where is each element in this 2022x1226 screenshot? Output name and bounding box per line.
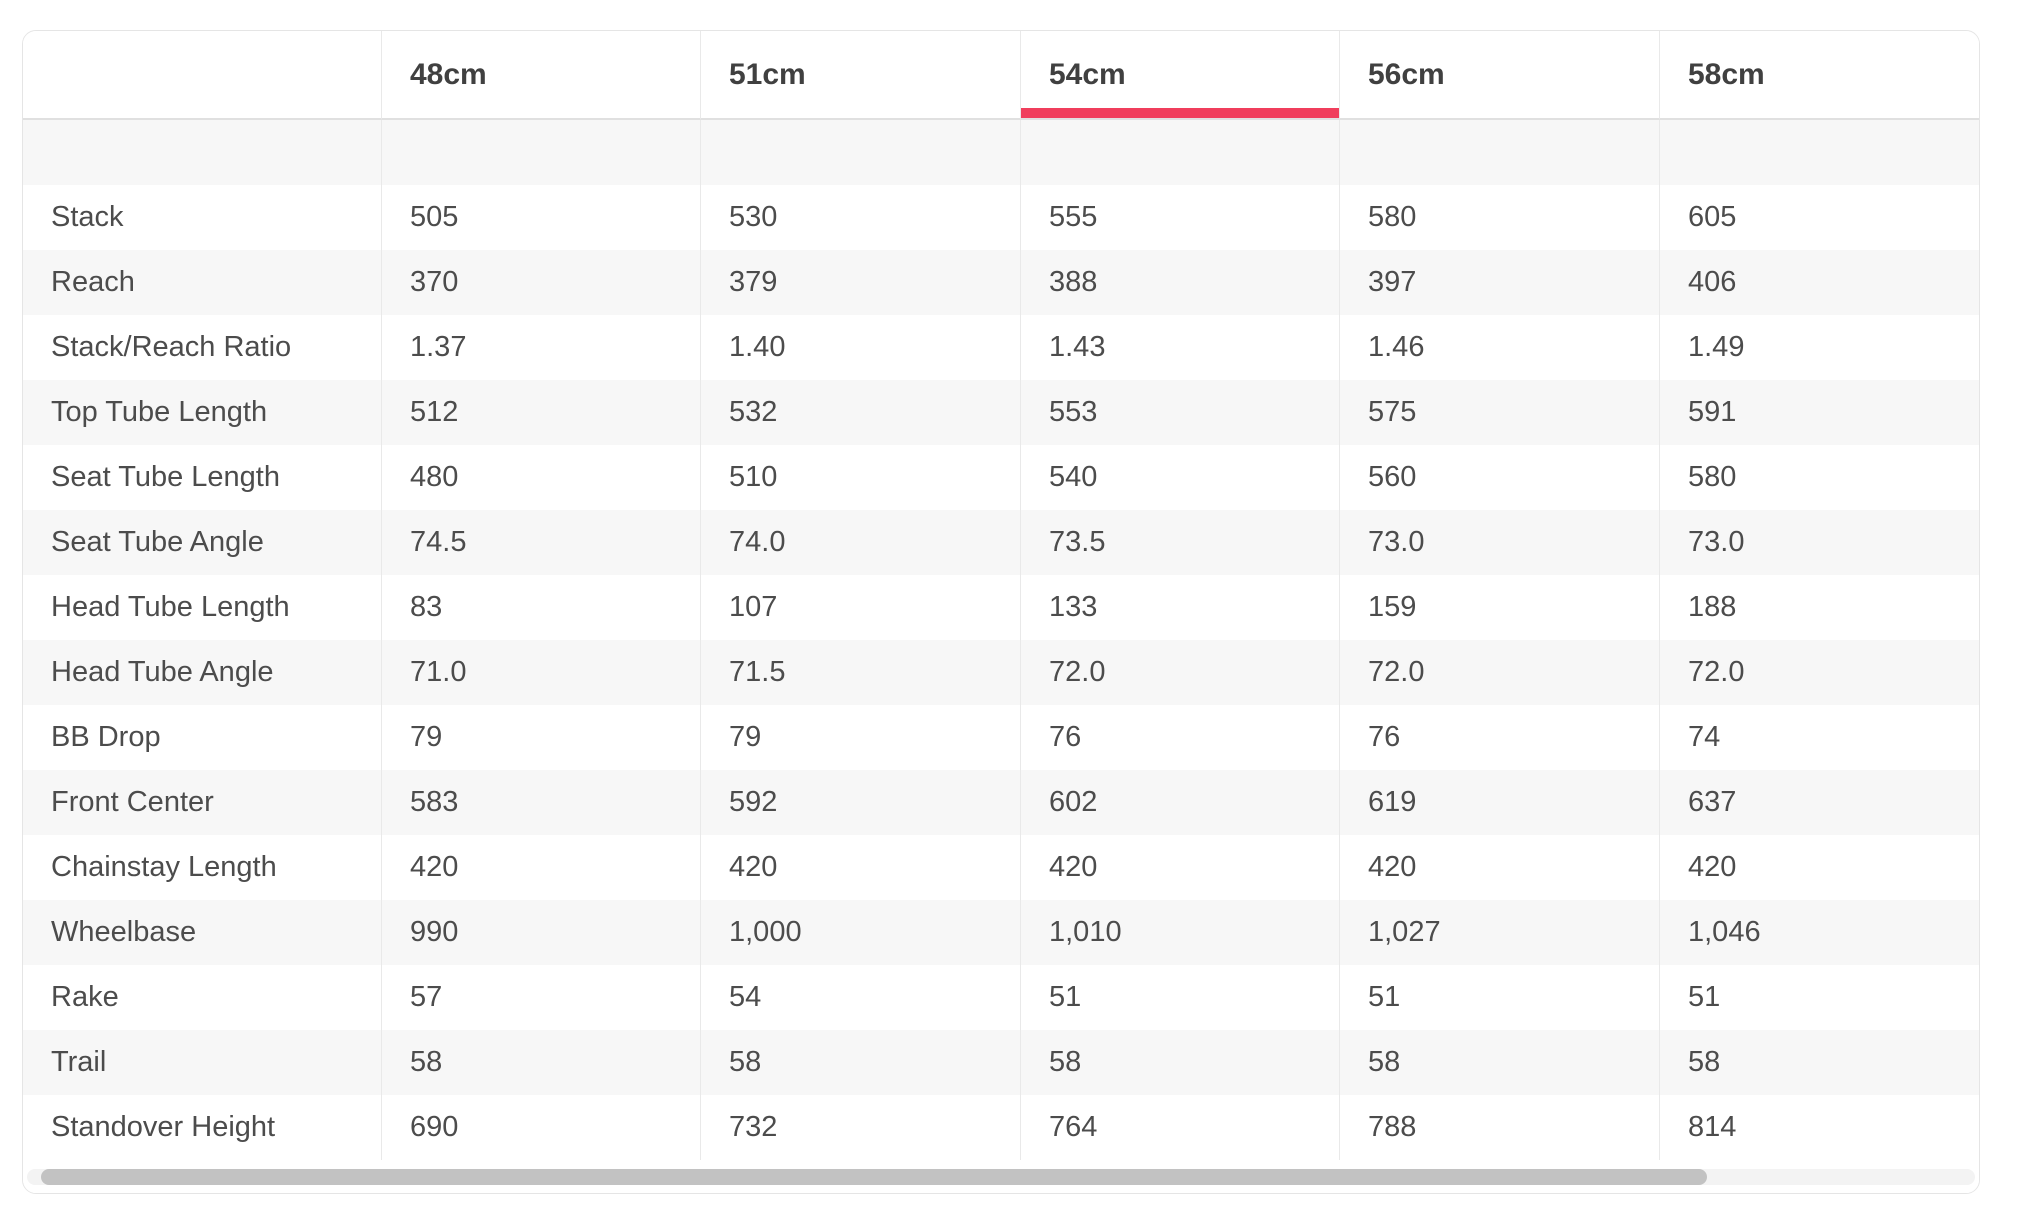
- cell-value-text: 188: [1688, 591, 1737, 623]
- cell-value-text: 560: [1368, 461, 1417, 493]
- cell-value: [382, 575, 701, 640]
- size-tab-48cm[interactable]: [382, 31, 701, 120]
- cell-value: [701, 1095, 1021, 1160]
- size-tab-54cm-text: 54cm: [1049, 57, 1126, 91]
- size-tab-58cm-text: 58cm: [1688, 57, 1765, 91]
- spacer-cell: [23, 120, 382, 185]
- scrollbar-track[interactable]: [27, 1169, 1975, 1185]
- row-label: [23, 250, 382, 315]
- cell-value: [701, 185, 1021, 250]
- cell-value: [1021, 1095, 1340, 1160]
- size-tab-58cm[interactable]: [1660, 31, 1979, 120]
- cell-value: [1660, 1030, 1979, 1095]
- cell-value: [1021, 445, 1340, 510]
- cell-value-text: 512: [410, 396, 459, 428]
- cell-value-text: 71.0: [410, 656, 467, 688]
- cell-value-text: 76: [1368, 721, 1401, 753]
- row-label-text: BB Drop: [51, 721, 161, 753]
- cell-value-text: 619: [1368, 786, 1417, 818]
- cell-value: [1340, 185, 1660, 250]
- geometry-table-grid: [23, 31, 1979, 1160]
- cell-value: [1021, 770, 1340, 835]
- cell-value: [1660, 380, 1979, 445]
- cell-value-text: 591: [1688, 396, 1737, 428]
- cell-value: [1021, 185, 1340, 250]
- cell-value-text: 480: [410, 461, 459, 493]
- row-label-text: Trail: [51, 1046, 107, 1078]
- cell-value-text: 1.46: [1368, 331, 1425, 363]
- size-tab-51cm-text: 51cm: [729, 57, 806, 91]
- cell-value: [1340, 835, 1660, 900]
- cell-value: [1660, 900, 1979, 965]
- cell-value-text: 159: [1368, 591, 1417, 623]
- cell-value-text: 406: [1688, 266, 1737, 298]
- cell-value-text: 370: [410, 266, 459, 298]
- cell-value: [1021, 575, 1340, 640]
- cell-value-text: 1.49: [1688, 331, 1745, 363]
- cell-value-text: 1,046: [1688, 916, 1761, 948]
- cell-value-text: 532: [729, 396, 778, 428]
- cell-value-text: 592: [729, 786, 778, 818]
- horizontal-scrollbar: [23, 1160, 1979, 1193]
- cell-value: [382, 705, 701, 770]
- row-label-text: Reach: [51, 266, 135, 298]
- cell-value: [1340, 510, 1660, 575]
- row-label: [23, 1095, 382, 1160]
- scrollbar-thumb[interactable]: [41, 1169, 1707, 1185]
- size-tab-56cm-text: 56cm: [1368, 57, 1445, 91]
- cell-value-text: 420: [1688, 851, 1737, 883]
- row-label-text: Standover Height: [51, 1111, 276, 1143]
- cell-value: [382, 1030, 701, 1095]
- selected-size-underline: [1021, 108, 1339, 120]
- cell-value-text: 73.5: [1049, 526, 1106, 558]
- row-label-text: Head Tube Length: [51, 591, 290, 623]
- spacer-cell: [382, 120, 701, 185]
- cell-value-text: 1.37: [410, 331, 467, 363]
- cell-value: [701, 705, 1021, 770]
- row-label-text: Seat Tube Angle: [51, 526, 264, 558]
- cell-value: [1340, 900, 1660, 965]
- cell-value: [1340, 575, 1660, 640]
- cell-value-text: 107: [729, 591, 778, 623]
- cell-value: [1340, 250, 1660, 315]
- cell-value: [1660, 1095, 1979, 1160]
- cell-value: [382, 185, 701, 250]
- cell-value: [1660, 640, 1979, 705]
- cell-value-text: 397: [1368, 266, 1417, 298]
- cell-value-text: 580: [1688, 461, 1737, 493]
- cell-value: [1660, 705, 1979, 770]
- row-label-text: Seat Tube Length: [51, 461, 280, 493]
- geometry-table: [22, 30, 1980, 1194]
- row-label: [23, 705, 382, 770]
- cell-value-text: 580: [1368, 201, 1417, 233]
- cell-value-text: 72.0: [1688, 656, 1745, 688]
- cell-value-text: 58: [1049, 1046, 1082, 1078]
- spacer-cell: [701, 120, 1021, 185]
- cell-value-text: 83: [410, 591, 443, 623]
- cell-value: [701, 250, 1021, 315]
- cell-value-text: 58: [729, 1046, 762, 1078]
- cell-value: [382, 510, 701, 575]
- cell-value-text: 1.40: [729, 331, 786, 363]
- cell-value-text: 76: [1049, 721, 1082, 753]
- cell-value-text: 72.0: [1368, 656, 1425, 688]
- cell-value: [701, 965, 1021, 1030]
- cell-value: [1340, 705, 1660, 770]
- cell-value: [1021, 250, 1340, 315]
- cell-value-text: 1,010: [1049, 916, 1122, 948]
- cell-value: [1021, 640, 1340, 705]
- cell-value: [1660, 315, 1979, 380]
- row-label-text: Wheelbase: [51, 916, 197, 948]
- cell-value-text: 690: [410, 1111, 459, 1143]
- cell-value-text: 540: [1049, 461, 1098, 493]
- cell-value: [1340, 380, 1660, 445]
- cell-value: [1660, 575, 1979, 640]
- cell-value: [1021, 835, 1340, 900]
- cell-value-text: 732: [729, 1111, 778, 1143]
- cell-value-text: 379: [729, 266, 778, 298]
- cell-value: [701, 445, 1021, 510]
- cell-value: [1340, 315, 1660, 380]
- cell-value-text: 583: [410, 786, 459, 818]
- cell-value: [382, 250, 701, 315]
- row-label: [23, 575, 382, 640]
- row-label: [23, 185, 382, 250]
- cell-value-text: 788: [1368, 1111, 1417, 1143]
- size-tab-48cm-text: 48cm: [410, 57, 487, 91]
- cell-value-text: 1.43: [1049, 331, 1106, 363]
- spacer-cell: [1660, 120, 1979, 185]
- cell-value: [382, 380, 701, 445]
- cell-value: [382, 315, 701, 380]
- row-label: [23, 315, 382, 380]
- cell-value-text: 990: [410, 916, 459, 948]
- cell-value-text: 1,000: [729, 916, 802, 948]
- cell-value: [701, 770, 1021, 835]
- cell-value: [1021, 705, 1340, 770]
- cell-value-text: 133: [1049, 591, 1098, 623]
- cell-value-text: 54: [729, 981, 762, 1013]
- cell-value-text: 72.0: [1049, 656, 1106, 688]
- cell-value-text: 505: [410, 201, 459, 233]
- row-label-text: Stack: [51, 201, 124, 233]
- row-label-text: Top Tube Length: [51, 396, 268, 428]
- cell-value-text: 74.0: [729, 526, 786, 558]
- cell-value: [382, 965, 701, 1030]
- cell-value: [382, 1095, 701, 1160]
- cell-value-text: 575: [1368, 396, 1417, 428]
- cell-value: [1660, 835, 1979, 900]
- cell-value-text: 1,027: [1368, 916, 1441, 948]
- cell-value-text: 58: [1688, 1046, 1721, 1078]
- cell-value: [1660, 510, 1979, 575]
- cell-value: [701, 380, 1021, 445]
- cell-value: [382, 835, 701, 900]
- cell-value: [701, 835, 1021, 900]
- cell-value-text: 602: [1049, 786, 1098, 818]
- cell-value-text: 530: [729, 201, 778, 233]
- spacer-cell: [1340, 120, 1660, 185]
- cell-value: [1660, 445, 1979, 510]
- cell-value-text: 637: [1688, 786, 1737, 818]
- cell-value: [382, 770, 701, 835]
- cell-value: [382, 640, 701, 705]
- cell-value-text: 74: [1688, 721, 1721, 753]
- cell-value: [701, 640, 1021, 705]
- cell-value: [1340, 640, 1660, 705]
- cell-value-text: 57: [410, 981, 443, 1013]
- cell-value-text: 420: [1368, 851, 1417, 883]
- row-label-text: Chainstay Length: [51, 851, 277, 883]
- cell-value: [701, 575, 1021, 640]
- cell-value: [701, 900, 1021, 965]
- cell-value-text: 51: [1688, 981, 1721, 1013]
- size-tab-54cm[interactable]: [1021, 31, 1340, 120]
- cell-value-text: 553: [1049, 396, 1098, 428]
- cell-value: [1660, 185, 1979, 250]
- size-tab-56cm[interactable]: [1340, 31, 1660, 120]
- cell-value: [1660, 965, 1979, 1030]
- cell-value: [382, 445, 701, 510]
- row-label: [23, 380, 382, 445]
- cell-value: [1340, 1030, 1660, 1095]
- cell-value-text: 74.5: [410, 526, 467, 558]
- size-tab-51cm[interactable]: [701, 31, 1021, 120]
- cell-value: [1021, 510, 1340, 575]
- cell-value-text: 51: [1049, 981, 1082, 1013]
- row-label-text: Rake: [51, 981, 119, 1013]
- cell-value-text: 764: [1049, 1111, 1098, 1143]
- cell-value-text: 73.0: [1688, 526, 1745, 558]
- cell-value-text: 58: [1368, 1046, 1401, 1078]
- cell-value: [1660, 250, 1979, 315]
- cell-value-text: 71.5: [729, 656, 786, 688]
- cell-value: [1021, 965, 1340, 1030]
- cell-value: [1021, 315, 1340, 380]
- cell-value-text: 510: [729, 461, 778, 493]
- cell-value-text: 814: [1688, 1111, 1737, 1143]
- cell-value-text: 79: [729, 721, 762, 753]
- cell-value-text: 73.0: [1368, 526, 1425, 558]
- row-label: [23, 1030, 382, 1095]
- cell-value: [382, 900, 701, 965]
- cell-value-text: 555: [1049, 201, 1098, 233]
- cell-value: [1340, 1095, 1660, 1160]
- cell-value: [1340, 445, 1660, 510]
- cell-value-text: 51: [1368, 981, 1401, 1013]
- cell-value-text: 605: [1688, 201, 1737, 233]
- cell-value: [1340, 770, 1660, 835]
- cell-value: [1021, 380, 1340, 445]
- spacer-cell: [1021, 120, 1340, 185]
- cell-value: [701, 315, 1021, 380]
- cell-value-text: 420: [1049, 851, 1098, 883]
- cell-value: [1340, 965, 1660, 1030]
- cell-value: [701, 510, 1021, 575]
- row-label: [23, 445, 382, 510]
- row-label: [23, 900, 382, 965]
- cell-value: [701, 1030, 1021, 1095]
- header-label-cell: [23, 31, 382, 120]
- row-label-text: Front Center: [51, 786, 214, 818]
- cell-value-text: 388: [1049, 266, 1098, 298]
- row-label: [23, 640, 382, 705]
- row-label-text: Head Tube Angle: [51, 656, 274, 688]
- cell-value: [1660, 770, 1979, 835]
- row-label: [23, 835, 382, 900]
- row-label-text: Stack/Reach Ratio: [51, 331, 292, 363]
- row-label: [23, 770, 382, 835]
- row-label: [23, 510, 382, 575]
- cell-value-text: 58: [410, 1046, 443, 1078]
- row-label: [23, 965, 382, 1030]
- cell-value-text: 420: [410, 851, 459, 883]
- cell-value: [1021, 1030, 1340, 1095]
- cell-value: [1021, 900, 1340, 965]
- cell-value-text: 79: [410, 721, 443, 753]
- cell-value-text: 420: [729, 851, 778, 883]
